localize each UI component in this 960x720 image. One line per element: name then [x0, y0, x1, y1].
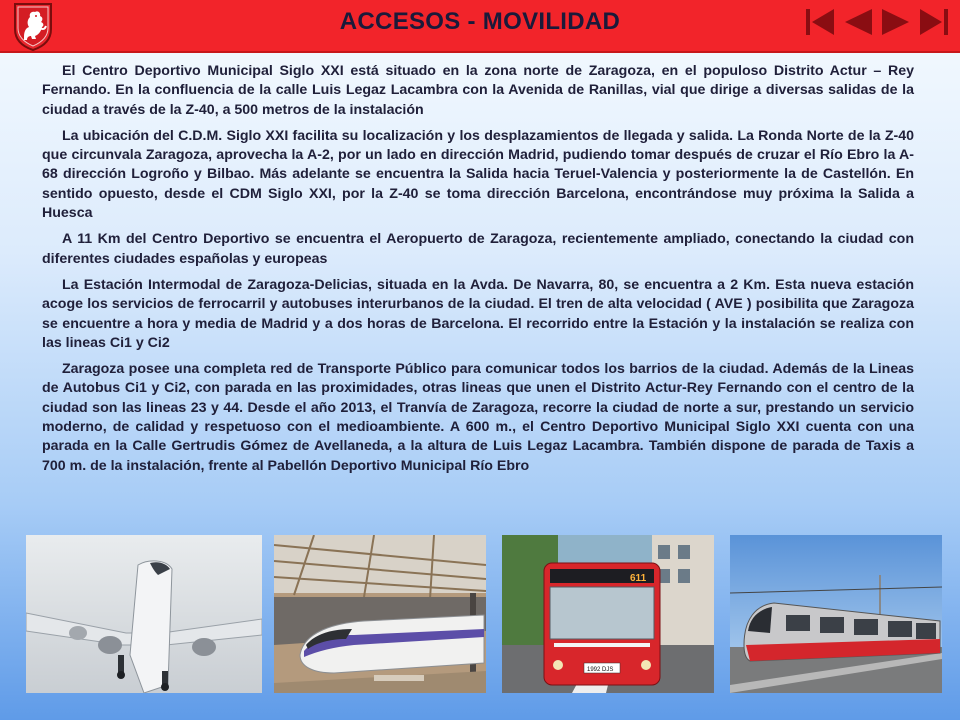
first-slide-icon — [804, 7, 836, 37]
last-slide-icon — [918, 7, 950, 37]
page-title: ACCESOS - MOVILIDAD — [339, 8, 621, 35]
first-slide-button[interactable] — [802, 6, 838, 38]
title-bar — [0, 0, 960, 53]
next-slide-icon — [880, 7, 912, 37]
body-text — [42, 62, 914, 483]
paragraph-airport: A 11 Km del Centro Deportivo se encuentra el Aeropuerto de Zaragoza, recientemente ampliado, conectando la ciudad con diferentes ciudades españolas y europeas — [42, 231, 914, 267]
next-slide-button[interactable] — [878, 6, 914, 38]
previous-slide-button[interactable] — [840, 6, 876, 38]
paragraph-train-station: La Estación Intermodal de Zaragoza-Delicias, situada en la Avda. De Navarra, 80, se encuentra a 2 Km. Esta nueva estación acoge los servicios de ferrocarril y autobuses interurbanos de la ciudad. El tren de alta velocidad ( AVE ) posibilita que Zaragoza se encuentre a hora y media de Madrid y a dos horas de Barcelona. El recorrido entre la Estación y la instalación se realiza con las lineas Ci1 y Ci2 — [42, 276, 914, 351]
high-speed-train-photo — [274, 535, 510, 693]
bus-license-plate: 1992 DJS — [587, 667, 614, 673]
tram-photo — [730, 535, 942, 693]
paragraph-roads: La ubicación del C.D.M. Siglo XXI facilita su localización y los desplazamientos de llegada y salida. La Ronda Norte de la Z-40 que circunvala Zaragoza, aprovecha la A-2, por un lado en dirección Madrid, pudiendo tomar después de cruzar el Río Ebro la A-68 dirección Logroño y Bilbao. Más adelante se encuentra la Salida hacia Teruel-Valencia y posteriormente la de Castellón. En sentido opuesto, desde el CDM Siglo XXI, por la Z-40 se toma dirección Barcelona, encontrándose muy próxima la Salida a Huesca — [42, 127, 914, 222]
city-bus-photo — [502, 535, 714, 693]
previous-slide-icon — [842, 7, 874, 37]
slide-navigation — [802, 6, 952, 38]
airplane-photo — [26, 535, 262, 693]
paragraph-public-transport: Zaragoza posee una completa red de Transporte Público para comunicar todos los barrios de la ciudad. Además de la Lineas de Autobus Ci1 y Ci2, con parada en las proximidades, otras lineas que unen el Distrito Actur-Rey Fernando con el centro de la ciudad son las lineas 23 y 44. Desde el año 2013, el Tranvía de Zaragoza, recorre la ciudad de norte a sur, prestando un servicio moderno, de calidad y respetuoso con el medioambiente. A 600 m., el Centro Deportivo Municipal Siglo XXI cuenta con una parada en la Calle Gertrudis Gómez de Avellaneda, a la altura de Luis Legaz Lacambra. También dispone de parada de Taxis a 700 m. de la instalación, frente al Pabellón Deportivo Municipal Río Ebro — [42, 361, 914, 474]
paragraph-location: El Centro Deportivo Municipal Siglo XXI está situado en la zona norte de Zaragoza, en el populoso Distrito Actur – Rey Fernando. En la confluencia de la calle Luis Legaz Lacambra con la Avenida de Ranillas, vial que dirige a diversas salidas de la ciudad a través de la Z-40, a 500 metros de la instalación — [42, 63, 914, 118]
last-slide-button[interactable] — [916, 6, 952, 38]
bus-route-number: 611 — [630, 573, 647, 584]
photo-strip — [26, 535, 942, 693]
